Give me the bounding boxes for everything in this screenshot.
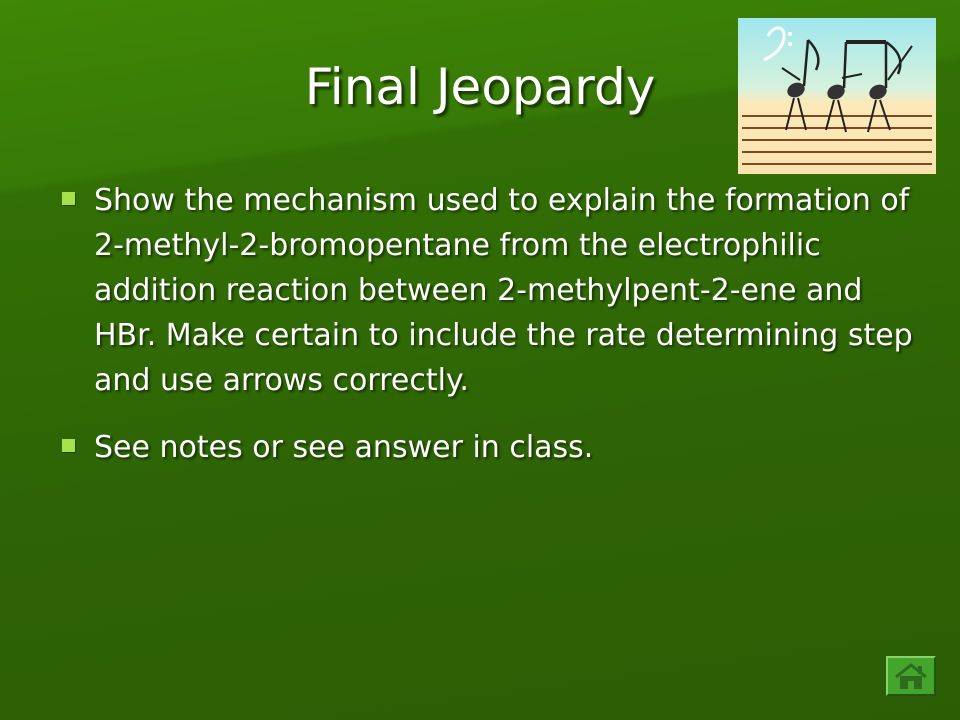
bullet-item	[60, 425, 920, 470]
bullet-text: See notes or see answer in class.	[94, 430, 594, 465]
home-icon	[888, 658, 934, 694]
dancing-music-notes-icon	[738, 18, 936, 174]
home-button[interactable]	[886, 656, 936, 696]
bullet-text: Show the mechanism used to explain the formation of 2-methyl-2-bromopentane from the electrophilic addition reaction between 2-methylpent-2-ene and HBr. Make certain to include the rate determining step and use arrows correctly.	[94, 183, 913, 398]
bullet-item	[60, 178, 920, 403]
square-bullet-icon	[62, 439, 75, 452]
square-bullet-icon	[62, 192, 75, 205]
slide-title: Final Jeopardy	[304, 58, 656, 116]
bullet-list	[60, 178, 920, 492]
